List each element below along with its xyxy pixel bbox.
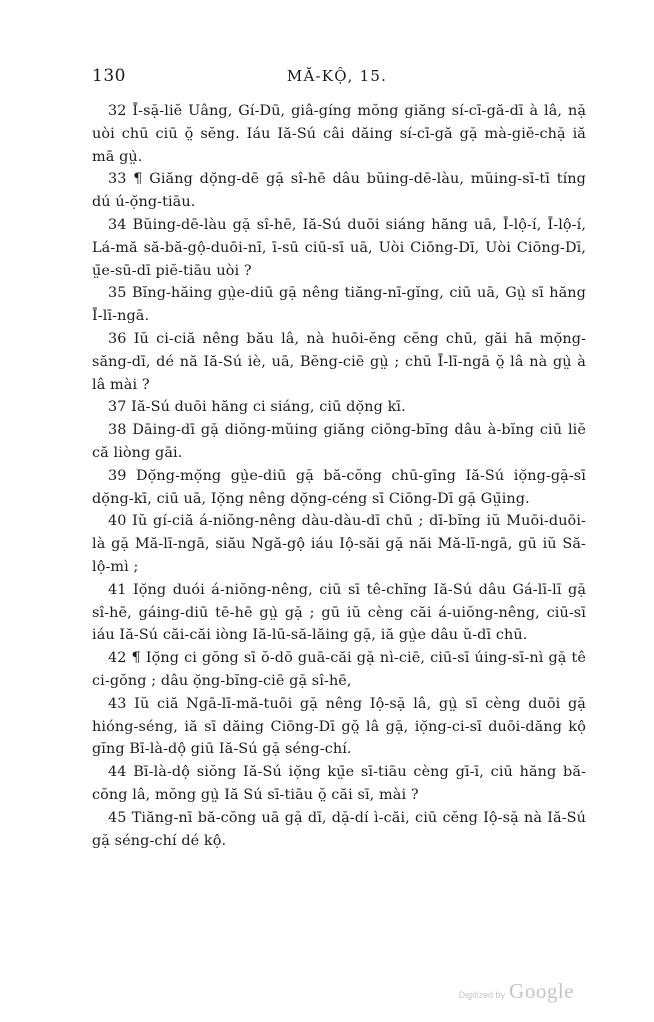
verse-35: 35 Bĭng-hăing gṳ̀e-diū gặ nêng tiăng-nī-gĭng, ciū uā, Gṳ̀ sī hăng Ī-lī-ngā. — [92, 285, 586, 325]
verse-44: 44 Bī-là-dộ siŏng Iă-Sú iọ̆ng kṳ̄e sī-tiāu cèng gī-ī, ciū hăng bă-cŏng lâ, mŏng gṳ̀ Iă Sú sī-tiāu ŏ̤ căi sī, mài ? — [92, 764, 586, 803]
verse-37: 37 Iă-Sú duōi hăng ci siáng, ciū dọ̆ng kī. — [108, 399, 406, 416]
verse-36: 36 Iŭ ci-ciă nêng bău lâ, nà huōi-ĕng cĕng chū, găi hā mọ̆ng-săng-dī, dé nă Iă-Sú iè, uā, Bĕng-ciē gṳ̀ ; chū Ī-lī-ngā ŏ̤ lâ nà gṳ̀ à lâ mài ? — [92, 330, 586, 393]
running-title: MĂ-KỘ, 15. — [286, 67, 388, 85]
verse-41: 41 Iọ̆ng duói á-niŏng-nêng, ciū sī tê-chĭng Iă-Sú dâu Gá-lī-lī gặ sî-hē, gáing-diū tē-hē gṳ̀ gặ ; gū iŭ cèng căi á-uiŏng-nêng, ciū-sī iáu Iă-Sú căi-căi iòng Iă-lū-să-lăing gặ, iă gṳ̀e dâu ŭ-dī chū. — [92, 581, 586, 644]
digitized-watermark — [459, 979, 574, 1004]
verse-38: 38 Dāing-dī gặ diŏng-mŭing giăng ciōng-bĭng dâu à-bĭng ciū liĕ că liòng gāi. — [92, 422, 586, 461]
verse-32: 32 Ī-sặ-liĕ Uâng, Gí-Dū, giâ-gíng mŏng giăng sí-cī-gă-dī à lâ, nặ uòi chū ciū ŏ̤ sĕng. Iáu Iă-Sú câi dăing sí-cī-gă gặ mà-giĕ-chặ iă mā gṳ̀. — [92, 103, 586, 165]
page-number: 130 — [92, 66, 126, 86]
verse-40: 40 Iŭ gí-ciă á-niŏng-nêng dàu-dàu-dī chū ; dī-bĭng iŭ Muōi-duōi-là gặ Mă-lī-ngā, siău Ngă-gộ iáu Iộ-săi gặ năi Mă-lī-ngā, gū iŭ Să-lộ-mì ; — [92, 513, 586, 575]
verse-39: 39 Dọ̆ng-mọ̆ng gṳ̀e-diū gặ bă-cŏng chū-gīng Iă-Sú iọ̆ng-gặ-sī dọ̆ng-kī, ciū uā, Iọ̆ng nêng dọ̆ng-céng sī Ciōng-Dī gặ Gṳ̄ing. — [92, 467, 586, 507]
verse-34: 34 Bŭing-dē-làu gặ sî-hē, Iă-Sú duōi siáng hăng uā, Ī-lộ-í, Ī-lộ-í, Lá-mă să-bă-gộ-duōi-nī, ī-sū ciū-sī uā, Uòi Ciōng-Dī, Uòi Ciōng-Dī, ṳ̄e-sū-dī piĕ-tiāu uòi ? — [92, 216, 586, 279]
verse-33: 33 ¶ Giăng dọ̆ng-dē gặ sî-hē dâu bŭing-dē-làu, mŭing-sī-tī tíng dú ú-ọ̆ng-tiāu. — [92, 171, 586, 211]
google-logo: Google — [509, 979, 574, 1003]
verse-list — [92, 100, 586, 852]
page-header — [92, 66, 582, 90]
digitized-label: Digitized by — [458, 990, 506, 1000]
verse-43: 43 Iŭ ciă Ngā-lī-mă-tuōi gặ nêng Iộ-sặ lâ, gṳ̀ sī cèng duōi gặ hióng-séng, iă sī dăing Ciōng-Dī gŏ̤ lâ gặ, iọ̆ng-ci-sī duōi-dăng kộ gĭng Bī-là-dộ giū Iă-Sú gặ séng-chí. — [92, 695, 586, 758]
verse-45: 45 Tiăng-nī bă-cŏng uā gặ dī, dặ-dí ì-căi, ciū cĕng Iộ-sặ nà Iă-Sú gặ séng-chí dé kộ. — [92, 809, 586, 849]
verse-42: 42 ¶ Iọ̆ng ci gŏng sī ŏ-dŏ guā-căi gặ nì-ciē, ciū-sī úing-sī-nì gặ tê ci-gŏng ; dâu ọ̆ng-bĭng-ciē gặ sî-hē, — [92, 650, 586, 689]
